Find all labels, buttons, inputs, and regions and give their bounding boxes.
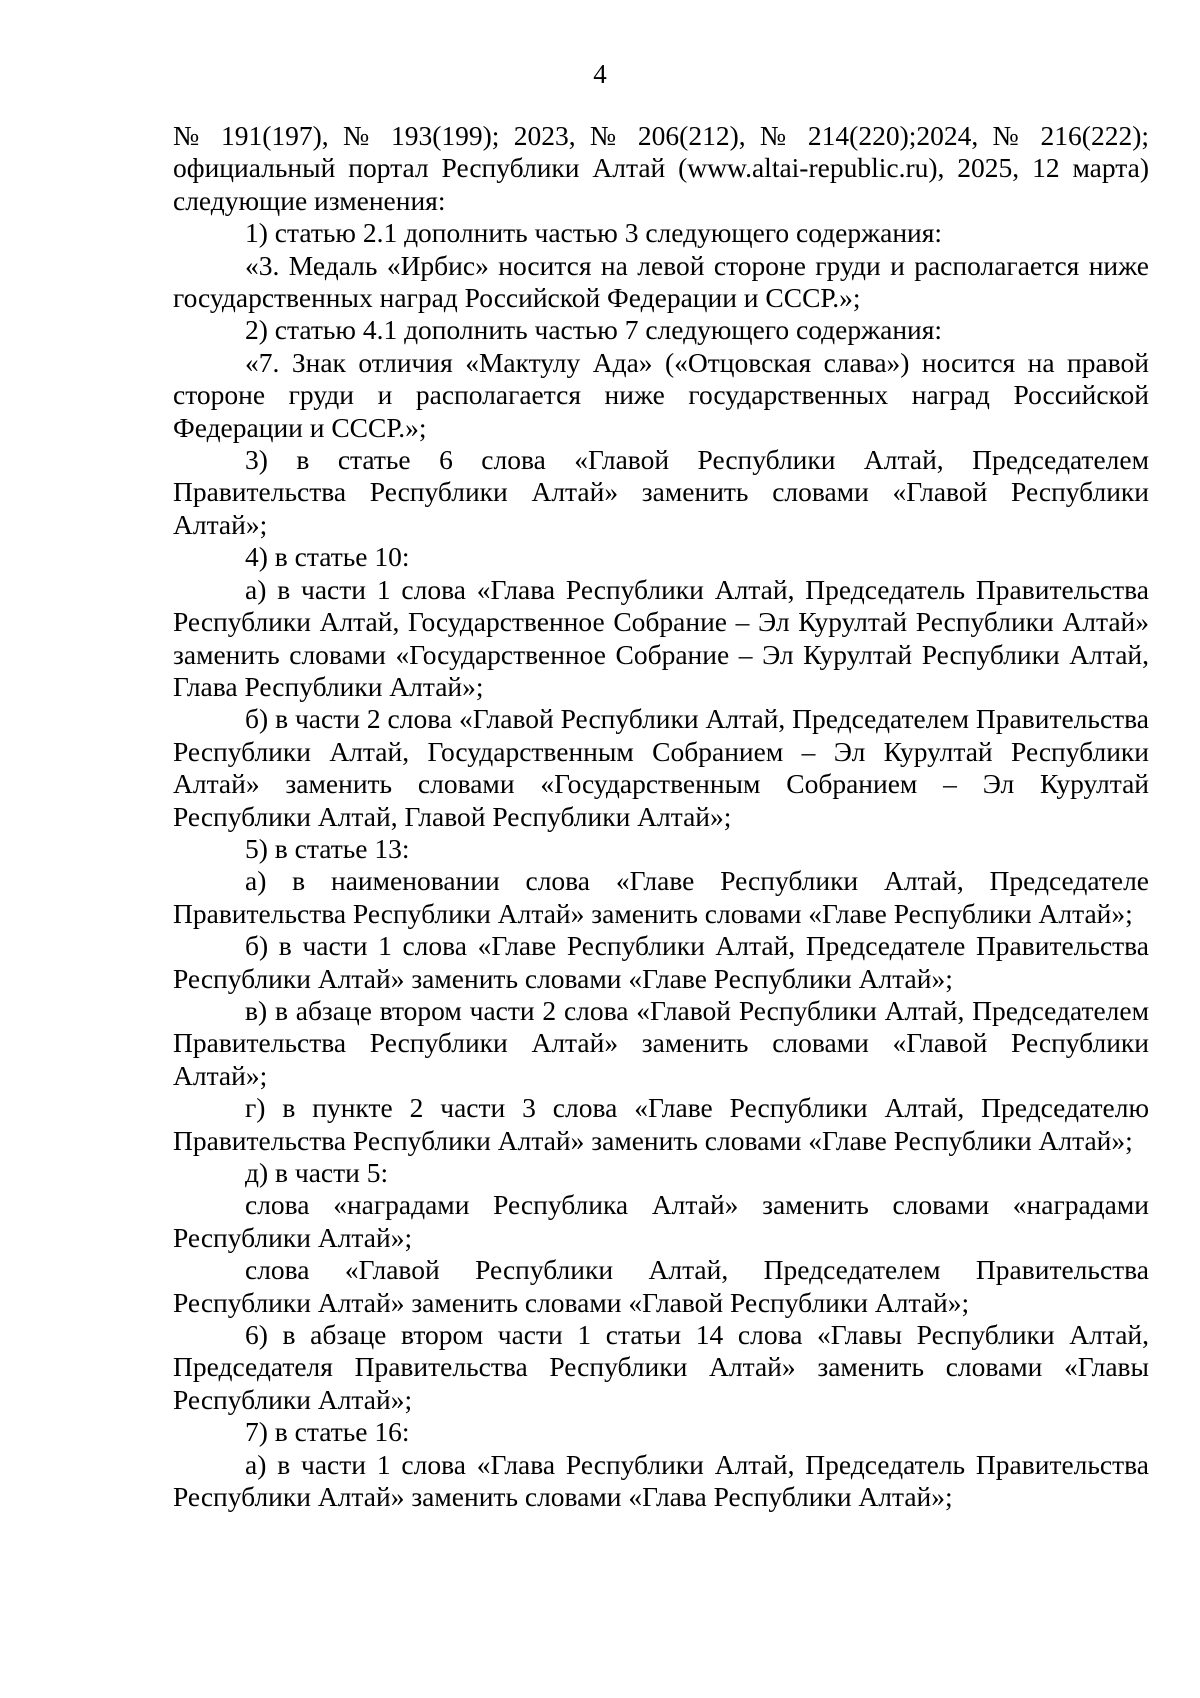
document-body	[173, 120, 1149, 1513]
paragraph: «7. Знак отличия «Мактулу Ада» («Отцовская слава») носится на правой стороне груди и располагается ниже государственных наград Российской Федерации и СССР.»;	[173, 346, 1149, 443]
paragraph: а) в наименовании слова «Главе Республики Алтай, Председателе Правительства Республики Алтай» заменить словами «Главе Республики Алтай»;	[173, 865, 1149, 929]
paragraph: 1) статью 2.1 дополнить частью 3 следующего содержания:	[245, 217, 943, 249]
paragraph: а) в части 1 слова «Глава Республики Алтай, Председатель Правительства Республики Алтай» заменить словами «Глава Республики Алтай»;	[173, 1448, 1149, 1513]
paragraph: в) в абзаце втором части 2 слова «Главой Республики Алтай, Председателем Правительства Республики Алтай» заменить словами «Главой Республики Алтай»;	[173, 994, 1149, 1091]
paragraph: 3) в статье 6 слова «Главой Республики Алтай, Председателем Правительства Республики Алтай» заменить словами «Главой Республики Алтай»;	[173, 444, 1149, 540]
paragraph: слова «Главой Республики Алтай, Председателем Правительства Республики Алтай» заменить словами «Главой Республики Алтай»;	[173, 1254, 1149, 1318]
paragraph: «3. Медаль «Ирбис» носится на левой стороне груди и располагается ниже государственных наград Российской Федерации и СССР.»;	[173, 249, 1149, 314]
paragraph: № 191(197), № 193(199); 2023, № 206(212), № 214(220);2024, № 216(222); официальный портал Республики Алтай (www.altai-republic.ru), 2025, 12 марта) следующие изменения:	[173, 120, 1149, 216]
paragraph: д) в части 5:	[245, 1157, 389, 1188]
paragraph: 6) в абзаце втором части 1 статьи 14 слова «Главы Республики Алтай, Председателя Правительства Республики Алтай» заменить словами «Главы Республики Алтай»;	[173, 1319, 1149, 1415]
paragraph: б) в части 1 слова «Главе Республики Алтай, Председателе Правительства Республики Алтай» заменить словами «Главе Республики Алтай»;	[173, 930, 1149, 994]
paragraph: 4) в статье 10:	[245, 541, 410, 573]
paragraph: 2) статью 4.1 дополнить частью 7 следующего содержания:	[245, 314, 943, 346]
paragraph: б) в части 2 слова «Главой Республики Алтай, Председателем Правительства Республики Алтай, Государственным Собранием – Эл Курултай Республики Алтай» заменить словами «Государственным Собранием – Эл Курултай Республики Алтай, Главой Республики Алтай»;	[173, 703, 1149, 832]
page-number: 4	[593, 59, 607, 89]
paragraph: слова «наградами Республика Алтай» заменить словами «наградами Республики Алтай»;	[173, 1189, 1149, 1253]
paragraph: г) в пункте 2 части 3 слова «Главе Республики Алтай, Председателю Правительства Республики Алтай» заменить словами «Главе Республики Алтай»;	[173, 1092, 1149, 1156]
paragraph: 5) в статье 13:	[245, 832, 410, 864]
paragraph: 7) в статье 16:	[245, 1416, 410, 1448]
paragraph: а) в части 1 слова «Глава Республики Алтай, Председатель Правительства Республики Алтай, Государственное Собрание – Эл Курултай Республики Алтай» заменить словами «Государственное Собрание – Эл Курултай Республики Алтай, Глава Республики Алтай»;	[173, 573, 1149, 702]
